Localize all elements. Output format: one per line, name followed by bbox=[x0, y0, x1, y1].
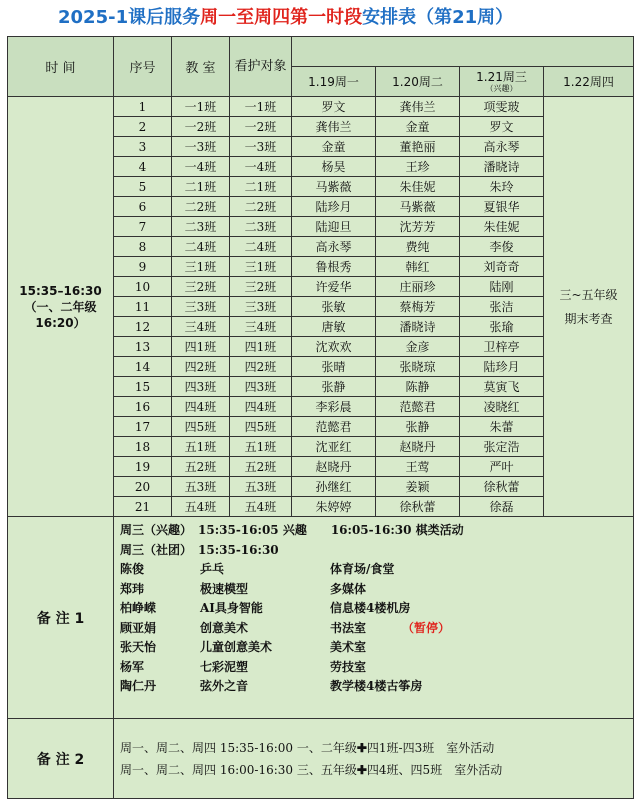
seq-cell: 19 bbox=[114, 457, 172, 477]
club-teacher: 张天怡 bbox=[120, 640, 157, 654]
remark1-label: 备 注 1 bbox=[8, 517, 114, 719]
room-cell: 四2班 bbox=[172, 357, 230, 377]
tuesday-teacher-cell: 王莺 bbox=[376, 457, 460, 477]
club-line bbox=[120, 619, 627, 639]
wednesday-teacher-cell: 莫寅飞 bbox=[460, 377, 544, 397]
care-cell: 三3班 bbox=[230, 297, 292, 317]
club-name: 创意美术 bbox=[200, 620, 249, 635]
header-day-wed: 1.21周三 （兴趣） bbox=[460, 67, 544, 97]
monday-teacher-cell: 许爱华 bbox=[292, 277, 376, 297]
tuesday-teacher-cell: 朱佳妮 bbox=[376, 177, 460, 197]
club-place: 教学楼4楼古筝房 bbox=[330, 679, 423, 693]
wednesday-teacher-cell: 朱蕾 bbox=[460, 417, 544, 437]
club-teacher: 柏峥嵘 bbox=[120, 601, 157, 615]
seq-cell: 11 bbox=[114, 297, 172, 317]
wednesday-teacher-cell: 张瑜 bbox=[460, 317, 544, 337]
thursday-note: 三~五年级期末考查 bbox=[559, 287, 618, 326]
wednesday-teacher-cell: 严叶 bbox=[460, 457, 544, 477]
tuesday-teacher-cell: 张静 bbox=[376, 417, 460, 437]
table-row bbox=[8, 97, 634, 117]
club-place: 劳技室 bbox=[330, 659, 367, 674]
care-cell: 四3班 bbox=[230, 377, 292, 397]
wednesday-teacher-cell: 夏银华 bbox=[460, 197, 544, 217]
monday-teacher-cell: 张静 bbox=[292, 377, 376, 397]
care-cell: 一1班 bbox=[230, 97, 292, 117]
seq-cell: 10 bbox=[114, 277, 172, 297]
monday-teacher-cell: 金童 bbox=[292, 137, 376, 157]
room-cell: 三2班 bbox=[172, 277, 230, 297]
seq-cell: 18 bbox=[114, 437, 172, 457]
club-line bbox=[120, 638, 627, 658]
remark1-line1: 周三（兴趣） 15:35-16:05 兴趣 16:05-16:30 棋类活动 bbox=[120, 523, 464, 537]
seq-cell: 15 bbox=[114, 377, 172, 397]
wednesday-teacher-cell: 徐磊 bbox=[460, 497, 544, 517]
club-line bbox=[120, 560, 627, 580]
wednesday-teacher-cell: 徐秋蕾 bbox=[460, 477, 544, 497]
thursday-note-cell bbox=[544, 97, 634, 517]
tuesday-teacher-cell: 费纯 bbox=[376, 237, 460, 257]
club-line bbox=[120, 677, 627, 697]
time-slot-cell bbox=[8, 97, 114, 517]
monday-teacher-cell: 高永琴 bbox=[292, 237, 376, 257]
club-place: 美术室 bbox=[330, 640, 367, 654]
wednesday-teacher-cell: 罗文 bbox=[460, 117, 544, 137]
remark2-line: 周一、周二、周四 15:35-16:00 一、二年级✚四1班-四3班 室外活动 bbox=[120, 740, 495, 755]
room-cell: 一3班 bbox=[172, 137, 230, 157]
room-cell: 一2班 bbox=[172, 117, 230, 137]
club-place: 多媒体 bbox=[330, 581, 367, 596]
room-cell: 五1班 bbox=[172, 437, 230, 457]
tuesday-teacher-cell: 范懿君 bbox=[376, 397, 460, 417]
tuesday-teacher-cell: 张晓琼 bbox=[376, 357, 460, 377]
club-place: 信息楼4楼机房 bbox=[330, 601, 411, 615]
tuesday-teacher-cell: 金彦 bbox=[376, 337, 460, 357]
seq-cell: 13 bbox=[114, 337, 172, 357]
monday-teacher-cell: 赵晓丹 bbox=[292, 457, 376, 477]
tuesday-teacher-cell: 姜颖 bbox=[376, 477, 460, 497]
wednesday-teacher-cell: 朱玲 bbox=[460, 177, 544, 197]
seq-cell: 8 bbox=[114, 237, 172, 257]
wednesday-teacher-cell: 陆珍月 bbox=[460, 357, 544, 377]
monday-teacher-cell: 孙继红 bbox=[292, 477, 376, 497]
header-time: 时 间 bbox=[8, 37, 114, 97]
seq-cell: 17 bbox=[114, 417, 172, 437]
room-cell: 二4班 bbox=[172, 237, 230, 257]
schedule-table bbox=[7, 36, 634, 517]
room-cell: 五2班 bbox=[172, 457, 230, 477]
care-cell: 五2班 bbox=[230, 457, 292, 477]
monday-teacher-cell: 陆迎旦 bbox=[292, 217, 376, 237]
care-cell: 一3班 bbox=[230, 137, 292, 157]
care-cell: 三4班 bbox=[230, 317, 292, 337]
seq-cell: 5 bbox=[114, 177, 172, 197]
care-cell: 四4班 bbox=[230, 397, 292, 417]
club-place: 体育场/食堂 bbox=[330, 562, 395, 576]
title-part-2: 安排表（第21周） bbox=[362, 7, 514, 28]
room-cell: 三4班 bbox=[172, 317, 230, 337]
care-cell: 五4班 bbox=[230, 497, 292, 517]
club-line bbox=[120, 580, 627, 600]
header-day-tue: 1.20周二 bbox=[376, 67, 460, 97]
monday-teacher-cell: 鲁根秀 bbox=[292, 257, 376, 277]
care-cell: 二4班 bbox=[230, 237, 292, 257]
header-room: 教 室 bbox=[172, 37, 230, 97]
club-name: 儿童创意美术 bbox=[200, 640, 273, 654]
tuesday-teacher-cell: 王珍 bbox=[376, 157, 460, 177]
room-cell: 四5班 bbox=[172, 417, 230, 437]
title-part-1: 2025-1课后服务 bbox=[58, 7, 201, 28]
care-cell: 四2班 bbox=[230, 357, 292, 377]
tuesday-teacher-cell: 马紫薇 bbox=[376, 197, 460, 217]
seq-cell: 12 bbox=[114, 317, 172, 337]
tuesday-teacher-cell: 龚伟兰 bbox=[376, 97, 460, 117]
monday-teacher-cell: 张敏 bbox=[292, 297, 376, 317]
tuesday-teacher-cell: 庄丽珍 bbox=[376, 277, 460, 297]
club-name: 弦外之音 bbox=[200, 679, 249, 693]
wednesday-teacher-cell: 朱佳妮 bbox=[460, 217, 544, 237]
seq-cell: 20 bbox=[114, 477, 172, 497]
tuesday-teacher-cell: 潘晓诗 bbox=[376, 317, 460, 337]
care-cell: 五3班 bbox=[230, 477, 292, 497]
tuesday-teacher-cell: 徐秋蕾 bbox=[376, 497, 460, 517]
care-cell: 二2班 bbox=[230, 197, 292, 217]
header-day-wed-sub: （兴趣） bbox=[485, 83, 518, 93]
header-seq: 序号 bbox=[114, 37, 172, 97]
room-cell: 四4班 bbox=[172, 397, 230, 417]
monday-teacher-cell: 龚伟兰 bbox=[292, 117, 376, 137]
header-care: 看护对象 bbox=[230, 37, 292, 97]
monday-teacher-cell: 罗文 bbox=[292, 97, 376, 117]
care-cell: 三1班 bbox=[230, 257, 292, 277]
care-cell: 一4班 bbox=[230, 157, 292, 177]
room-cell: 三3班 bbox=[172, 297, 230, 317]
page-title bbox=[0, 0, 637, 36]
club-teacher: 陶仁丹 bbox=[120, 679, 157, 693]
club-teacher: 郑玮 bbox=[120, 581, 145, 596]
monday-teacher-cell: 沈欢欢 bbox=[292, 337, 376, 357]
remark2-label: 备 注 2 bbox=[8, 719, 114, 799]
tuesday-teacher-cell: 赵晓丹 bbox=[376, 437, 460, 457]
club-name: AI具身智能 bbox=[200, 601, 263, 615]
room-cell: 二3班 bbox=[172, 217, 230, 237]
monday-teacher-cell: 沈亚红 bbox=[292, 437, 376, 457]
seq-cell: 9 bbox=[114, 257, 172, 277]
seq-cell: 2 bbox=[114, 117, 172, 137]
care-cell: 四1班 bbox=[230, 337, 292, 357]
seq-cell: 1 bbox=[114, 97, 172, 117]
room-cell: 四1班 bbox=[172, 337, 230, 357]
time-slot-note: （一、二年级 bbox=[24, 299, 97, 314]
room-cell: 五4班 bbox=[172, 497, 230, 517]
care-cell: 三2班 bbox=[230, 277, 292, 297]
care-cell: 二1班 bbox=[230, 177, 292, 197]
club-name: 七彩泥塑 bbox=[200, 659, 249, 674]
header-day-mon: 1.19周一 bbox=[292, 67, 376, 97]
wednesday-teacher-cell: 项雯玻 bbox=[460, 97, 544, 117]
remark1-content bbox=[114, 517, 634, 719]
room-cell: 四3班 bbox=[172, 377, 230, 397]
monday-teacher-cell: 张晴 bbox=[292, 357, 376, 377]
seq-cell: 16 bbox=[114, 397, 172, 417]
seq-cell: 6 bbox=[114, 197, 172, 217]
time-slot-end: 16:20） bbox=[35, 315, 86, 330]
wednesday-teacher-cell: 张定浩 bbox=[460, 437, 544, 457]
care-cell: 五1班 bbox=[230, 437, 292, 457]
club-line bbox=[120, 658, 627, 678]
club-teacher: 陈俊 bbox=[120, 562, 145, 576]
monday-teacher-cell: 朱婷婷 bbox=[292, 497, 376, 517]
tuesday-teacher-cell: 蔡梅芳 bbox=[376, 297, 460, 317]
wednesday-teacher-cell: 卫梓亭 bbox=[460, 337, 544, 357]
room-cell: 一1班 bbox=[172, 97, 230, 117]
time-slot-main: 15:35–16:30 bbox=[19, 283, 102, 298]
tuesday-teacher-cell: 董艳丽 bbox=[376, 137, 460, 157]
remark1-line2: 周三（社团） 15:35-16:30 bbox=[120, 542, 279, 557]
title-highlight: 周一至周四第一时段 bbox=[200, 7, 363, 28]
room-cell: 五3班 bbox=[172, 477, 230, 497]
wednesday-teacher-cell: 张洁 bbox=[460, 297, 544, 317]
tuesday-teacher-cell: 陈静 bbox=[376, 377, 460, 397]
monday-teacher-cell: 马紫薇 bbox=[292, 177, 376, 197]
room-cell: 三1班 bbox=[172, 257, 230, 277]
monday-teacher-cell: 李彩晨 bbox=[292, 397, 376, 417]
wednesday-teacher-cell: 潘晓诗 bbox=[460, 157, 544, 177]
club-status: （暂停） bbox=[402, 620, 451, 635]
seq-cell: 7 bbox=[114, 217, 172, 237]
care-cell: 四5班 bbox=[230, 417, 292, 437]
wednesday-teacher-cell: 李俊 bbox=[460, 237, 544, 257]
care-cell: 二3班 bbox=[230, 217, 292, 237]
club-name: 极速模型 bbox=[200, 581, 249, 596]
seq-cell: 3 bbox=[114, 137, 172, 157]
seq-cell: 21 bbox=[114, 497, 172, 517]
header-blank bbox=[292, 37, 634, 67]
club-teacher: 顾亚娟 bbox=[120, 620, 157, 635]
club-name: 乒乓 bbox=[200, 562, 225, 576]
care-cell: 一2班 bbox=[230, 117, 292, 137]
room-cell: 二2班 bbox=[172, 197, 230, 217]
wednesday-teacher-cell: 凌晓红 bbox=[460, 397, 544, 417]
wednesday-teacher-cell: 高永琴 bbox=[460, 137, 544, 157]
header-day-thu: 1.22周四 bbox=[544, 67, 634, 97]
room-cell: 二1班 bbox=[172, 177, 230, 197]
remark2-line: 周一、周二、周四 16:00-16:30 三、五年级✚四4班、四5班 室外活动 bbox=[120, 762, 503, 777]
remarks-table bbox=[7, 516, 634, 799]
seq-cell: 14 bbox=[114, 357, 172, 377]
tuesday-teacher-cell: 沈芳芳 bbox=[376, 217, 460, 237]
monday-teacher-cell: 范懿君 bbox=[292, 417, 376, 437]
club-line bbox=[120, 599, 627, 619]
club-place: 书法室 bbox=[330, 620, 367, 635]
tuesday-teacher-cell: 金童 bbox=[376, 117, 460, 137]
wednesday-teacher-cell: 陆刚 bbox=[460, 277, 544, 297]
wednesday-teacher-cell: 刘奇奇 bbox=[460, 257, 544, 277]
monday-teacher-cell: 陆珍月 bbox=[292, 197, 376, 217]
seq-cell: 4 bbox=[114, 157, 172, 177]
room-cell: 一4班 bbox=[172, 157, 230, 177]
club-teacher: 杨军 bbox=[120, 659, 145, 674]
tuesday-teacher-cell: 韩红 bbox=[376, 257, 460, 277]
monday-teacher-cell: 唐敏 bbox=[292, 317, 376, 337]
monday-teacher-cell: 杨昊 bbox=[292, 157, 376, 177]
remark2-content bbox=[114, 719, 634, 799]
